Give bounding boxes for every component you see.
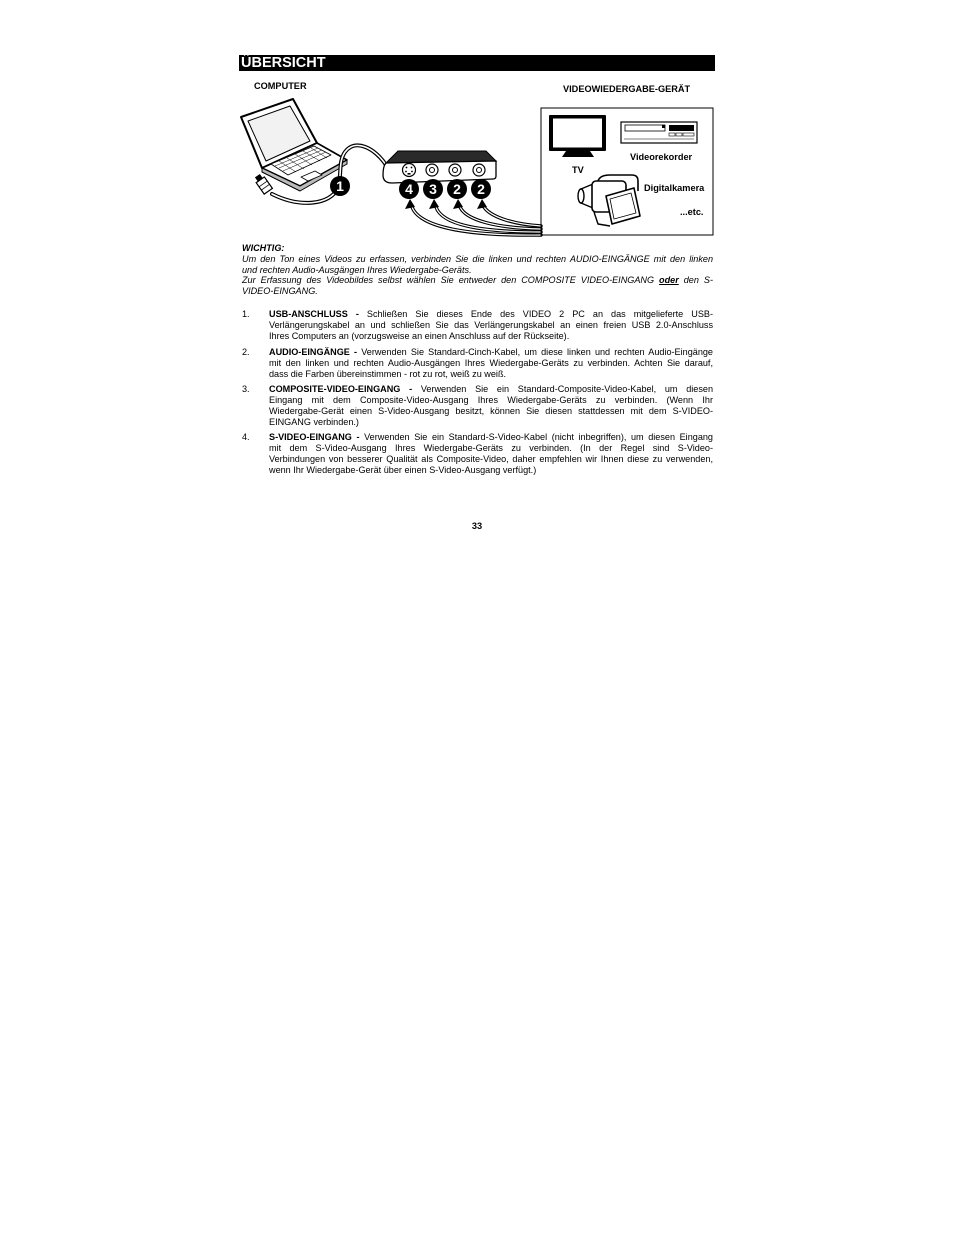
vcr-icon — [621, 122, 697, 143]
callout-audio-left — [447, 179, 467, 199]
callout-audio-right — [471, 179, 491, 199]
list-item-line: mit den linken und rechten Audio-Ausgängen Ihres Wiedergabe-Geräts zu verbinden. Achten Sie darauf, — [269, 357, 713, 368]
composite-port-icon — [426, 164, 438, 176]
list-item-number: 4. — [242, 431, 250, 442]
callout-audio-left-number: 2 — [453, 181, 461, 197]
audio-right-port-icon — [473, 164, 485, 176]
important-line: VIDEO-EINGANG. — [242, 286, 318, 297]
list-item-term: COMPOSITE-VIDEO-EINGANG - — [269, 383, 413, 394]
callout-svideo-number: 4 — [405, 181, 413, 197]
list-item-line: Eingang mit dem Composite-Video-Ausgang Ihres Wiedergabe-Geräts zu verbinden. (Wenn Ihr — [269, 394, 713, 405]
list-item-line: Verbindungen von besserer Qualität als Composite-Video, daher empfehlen wir Ihnen diese zu verwenden, — [269, 453, 713, 464]
list-item-number: 2. — [242, 346, 250, 357]
etc-label: ...etc. — [680, 207, 704, 217]
tv-icon — [549, 115, 606, 157]
important-line: Um den Ton eines Videos zu erfassen, verbinden Sie die linken und rechten AUDIO-EINGÄNGE mit den linken — [242, 253, 713, 264]
important-emphasis: oder — [659, 275, 679, 286]
callout-composite — [423, 179, 443, 199]
vcr-label: Videorekorder — [630, 152, 693, 162]
callout-usb — [330, 176, 350, 196]
list-item-term: AUDIO-EINGÄNGE - — [269, 346, 358, 357]
important-text: den S- — [678, 275, 713, 286]
list-item-term: USB-ANSCHLUSS - — [269, 308, 359, 319]
list-item-line — [269, 384, 713, 395]
tv-label: TV — [572, 165, 584, 175]
list-item-line: Verlängerungskabel an und schließen Sie das Verlängerungskabel an einen freien USB 2.0-Anschluss — [269, 319, 713, 330]
list-item-text: Schließen Sie dieses Ende des VIDEO 2 PC an das mitgelieferte USB- — [358, 308, 713, 319]
connection-diagram — [0, 0, 954, 250]
list-item-line: Wiedergabe-Gerät einen S-Video-Ausgang besitzt, können Sie diesen stattdessen mit dem S-VIDEO- — [269, 405, 713, 416]
list-item-number: 1. — [242, 308, 250, 319]
important-note — [242, 243, 713, 297]
important-heading: WICHTIG: — [242, 243, 285, 253]
list-item-line: dass die Farben übereinstimmen - rot zu rot, weiß zu weiß. — [269, 368, 507, 379]
important-line: und rechten Audio-Ausgängen Ihres Wiedergabe-Geräts. — [242, 264, 472, 275]
callout-composite-number: 3 — [429, 181, 437, 197]
list-item-line: EINGANG verbinden.) — [269, 416, 359, 427]
list-item-number: 3. — [242, 383, 250, 394]
list-item-line — [269, 309, 713, 320]
list-item-line — [269, 347, 713, 358]
svideo-port-icon — [403, 164, 416, 177]
list-item-line: wenn Ihr Wiedergabe-Gerät über einen S-Video-Ausgang verfügt.) — [269, 464, 537, 475]
callout-svideo — [399, 179, 419, 199]
callout-audio-right-number: 2 — [477, 181, 485, 197]
section-title: ÜBERSICHT — [241, 55, 326, 71]
signal-cables — [412, 207, 541, 235]
important-text: Zur Erfassung des Videobildes selbst wählen Sie entweder den COMPOSITE VIDEO-EINGANG — [242, 275, 660, 286]
list-item-line: Ihres Computers an (vorzugsweise an einen Anschluss auf der Rückseite). — [269, 330, 570, 341]
list-item-text: Verwenden Sie ein Standard-Composite-Video-Kabel, um diesen — [412, 383, 713, 394]
list-item-line — [269, 432, 713, 443]
important-line — [242, 275, 713, 286]
source-device-label: VIDEOWIEDERGABE-GERÄT — [563, 84, 691, 94]
camera-label: Digitalkamera — [644, 183, 705, 193]
callout-usb-number: 1 — [336, 178, 344, 194]
audio-left-port-icon — [449, 164, 461, 176]
list-item-body — [269, 347, 713, 380]
list-item-text: Verwenden Sie Standard-Cinch-Kabel, um diese linken und rechten Audio-Eingänge — [357, 346, 713, 357]
arrowheads — [405, 199, 487, 209]
capture-device-icon — [383, 151, 496, 183]
page-number: 33 — [471, 521, 483, 531]
list-item-text: Verwenden Sie ein Standard-S-Video-Kabel (nicht inbegriffen), um diesen Eingang — [359, 431, 713, 442]
camcorder-icon — [578, 175, 640, 226]
list-item-body — [269, 432, 713, 476]
list-item-line: mit dem S-Video-Ausgang Ihres Wiedergabe-Geräts zu verbinden. (In der Regel sind S-Video- — [269, 442, 713, 453]
list-item-body — [269, 384, 713, 428]
list-item-body — [269, 309, 713, 342]
list-item-term: S-VIDEO-EINGANG - — [269, 431, 360, 442]
computer-label: COMPUTER — [254, 81, 307, 91]
